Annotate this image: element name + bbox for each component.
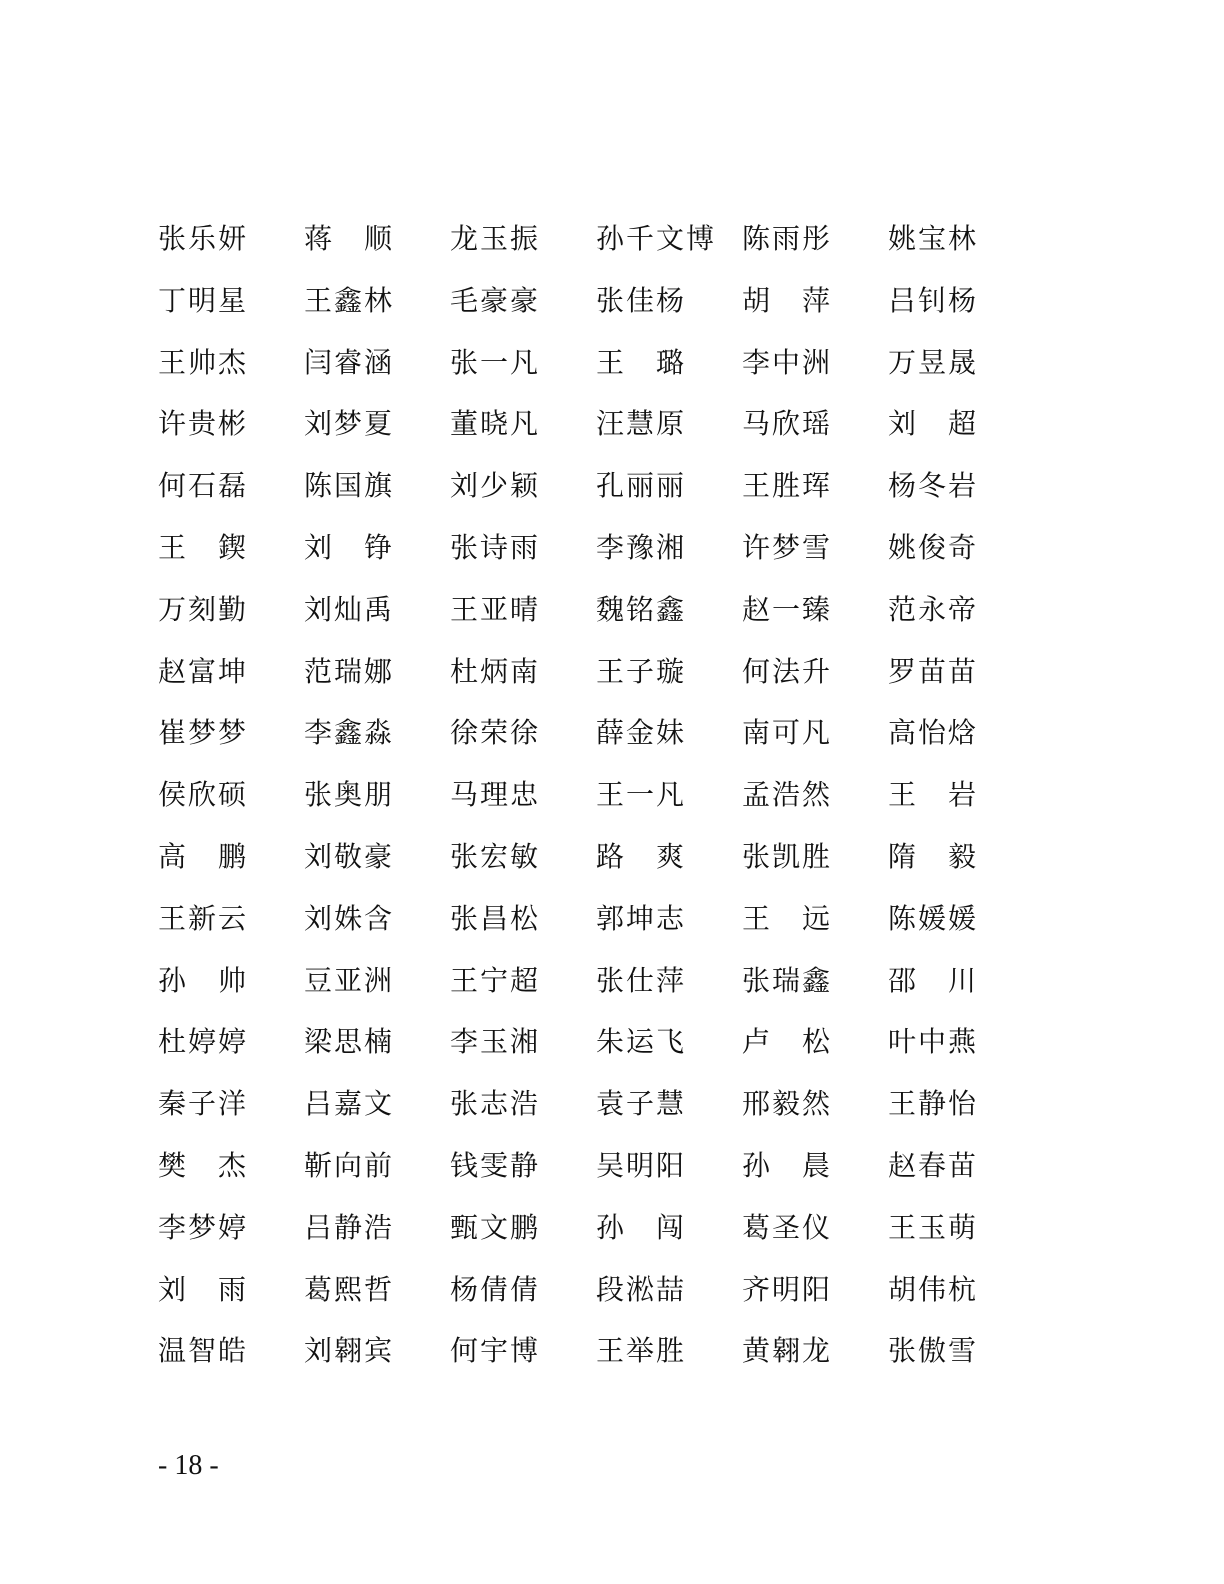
name-cell: 范瑞娜 xyxy=(304,654,395,688)
name-cell: 王玉萌 xyxy=(888,1210,979,1244)
name-cell: 赵春苗 xyxy=(888,1148,979,1182)
name-cell: 刘敬豪 xyxy=(304,839,395,873)
name-cell: 张一凡 xyxy=(450,345,541,379)
name-cell: 胡伟杭 xyxy=(888,1272,979,1306)
name-cell: 杨倩倩 xyxy=(450,1272,541,1306)
name-cell: 刘梦夏 xyxy=(304,407,395,441)
name-cell: 孙 闯 xyxy=(596,1210,687,1244)
name-cell: 张佳杨 xyxy=(596,283,687,317)
name-cell: 齐明阳 xyxy=(742,1272,833,1306)
name-cell: 王 鍥 xyxy=(158,530,249,564)
name-cell: 李梦婷 xyxy=(158,1210,249,1244)
name-cell: 杜婷婷 xyxy=(158,1025,249,1059)
name-cell: 温智皓 xyxy=(158,1334,249,1368)
name-cell: 崔梦梦 xyxy=(158,716,249,750)
name-cell: 王新云 xyxy=(158,901,249,935)
name-cell: 刘姝含 xyxy=(304,901,395,935)
name-cell: 段淞喆 xyxy=(596,1272,687,1306)
name-cell: 孙 帅 xyxy=(158,963,249,997)
name-cell: 吕静浩 xyxy=(304,1210,395,1244)
name-cell: 卢 松 xyxy=(742,1025,833,1059)
name-cell: 刘 铮 xyxy=(304,530,395,564)
name-cell: 姚俊奇 xyxy=(888,530,979,564)
name-cell: 何石磊 xyxy=(158,469,249,503)
name-cell: 赵一臻 xyxy=(742,592,833,626)
name-cell: 刘 超 xyxy=(888,407,979,441)
name-list xyxy=(158,208,1038,1382)
name-cell: 杜炳南 xyxy=(450,654,541,688)
name-cell: 邵 川 xyxy=(888,963,979,997)
name-cell: 王胜珲 xyxy=(742,469,833,503)
name-cell: 马理忠 xyxy=(450,778,541,812)
name-cell: 李豫湘 xyxy=(596,530,687,564)
name-cell: 侯欣硕 xyxy=(158,778,249,812)
name-cell: 陈雨彤 xyxy=(742,222,833,255)
name-cell: 郭坤志 xyxy=(596,901,687,935)
name-cell: 杨冬岩 xyxy=(888,469,979,503)
name-cell: 马欣瑶 xyxy=(742,407,833,441)
name-cell: 陈国旗 xyxy=(304,469,395,503)
name-cell: 黄翱龙 xyxy=(742,1334,833,1368)
name-cell: 张宏敏 xyxy=(450,839,541,873)
name-cell: 钱雯静 xyxy=(450,1148,541,1182)
name-cell: 姚宝林 xyxy=(888,222,979,255)
name-cell: 王子璇 xyxy=(596,654,687,688)
name-cell: 高 鹏 xyxy=(158,839,249,873)
name-cell: 王鑫林 xyxy=(304,283,395,317)
name-cell: 吴明阳 xyxy=(596,1148,687,1182)
name-cell: 袁子慧 xyxy=(596,1087,687,1121)
name-cell: 葛熙哲 xyxy=(304,1272,395,1306)
name-cell: 赵富坤 xyxy=(158,654,249,688)
name-cell: 叶中燕 xyxy=(888,1025,979,1059)
name-cell: 靳向前 xyxy=(304,1148,395,1182)
name-cell: 孔丽丽 xyxy=(596,469,687,503)
name-cell: 陈媛媛 xyxy=(888,901,979,935)
name-cell: 许贵彬 xyxy=(158,407,249,441)
name-cell: 豆亚洲 xyxy=(304,963,395,997)
name-cell: 薛金妹 xyxy=(596,716,687,750)
name-cell: 王举胜 xyxy=(596,1334,687,1368)
name-cell: 李玉湘 xyxy=(450,1025,541,1059)
name-cell: 张仕萍 xyxy=(596,963,687,997)
name-cell: 李中洲 xyxy=(742,345,833,379)
name-cell: 王 璐 xyxy=(596,345,687,379)
name-cell: 樊 杰 xyxy=(158,1148,249,1182)
name-cell: 刘 雨 xyxy=(158,1272,249,1306)
name-cell: 王静怡 xyxy=(888,1087,979,1121)
name-cell: 汪慧原 xyxy=(596,407,687,441)
name-cell: 何法升 xyxy=(742,654,833,688)
name-cell: 万昱晟 xyxy=(888,345,979,379)
name-cell: 梁思楠 xyxy=(304,1025,395,1059)
name-cell: 朱运飞 xyxy=(596,1025,687,1059)
name-cell: 孟浩然 xyxy=(742,778,833,812)
name-cell: 张昌松 xyxy=(450,901,541,935)
name-cell: 魏铭鑫 xyxy=(596,592,687,626)
name-cell: 刘灿禹 xyxy=(304,592,395,626)
name-cell: 毛豪豪 xyxy=(450,283,541,317)
name-cell: 范永帝 xyxy=(888,592,979,626)
name-cell: 刘翱宾 xyxy=(304,1334,395,1368)
name-cell: 王亚晴 xyxy=(450,592,541,626)
name-cell: 张奥朋 xyxy=(304,778,395,812)
page-number: - 18 - xyxy=(158,1450,219,1481)
name-cell: 许梦雪 xyxy=(742,530,833,564)
name-cell: 张瑞鑫 xyxy=(742,963,833,997)
name-cell: 路 爽 xyxy=(596,839,687,873)
name-cell: 王 岩 xyxy=(888,778,979,812)
name-cell: 丁明星 xyxy=(158,283,249,317)
name-cell: 龙玉振 xyxy=(450,222,541,255)
name-cell: 闫睿涵 xyxy=(304,345,395,379)
name-cell: 徐荣徐 xyxy=(450,716,541,750)
name-cell: 隋 毅 xyxy=(888,839,979,873)
name-cell: 王一凡 xyxy=(596,778,687,812)
name-cell: 邢毅然 xyxy=(742,1087,833,1121)
name-cell: 吕嘉文 xyxy=(304,1087,395,1121)
name-cell: 罗苗苗 xyxy=(888,654,979,688)
name-cell: 王帅杰 xyxy=(158,345,249,379)
name-cell: 秦子洋 xyxy=(158,1087,249,1121)
name-cell: 吕钊杨 xyxy=(888,283,979,317)
name-cell: 张凯胜 xyxy=(742,839,833,873)
name-cell: 董晓凡 xyxy=(450,407,541,441)
name-cell: 刘少颖 xyxy=(450,469,541,503)
name-cell: 葛圣仪 xyxy=(742,1210,833,1244)
name-cell: 蒋 顺 xyxy=(304,222,395,255)
name-cell: 张傲雪 xyxy=(888,1334,979,1368)
name-cell: 孙 晨 xyxy=(742,1148,833,1182)
name-cell: 高怡焓 xyxy=(888,716,979,750)
name-cell: 何宇博 xyxy=(450,1334,541,1368)
name-cell: 万刻勤 xyxy=(158,592,249,626)
name-cell: 甄文鹏 xyxy=(450,1210,541,1244)
name-cell: 王 远 xyxy=(742,901,833,935)
name-cell: 王宁超 xyxy=(450,963,541,997)
name-cell: 李鑫淼 xyxy=(304,716,395,750)
name-cell: 张志浩 xyxy=(450,1087,541,1121)
name-cell: 孙千文博 xyxy=(596,222,717,255)
name-cell: 张乐妍 xyxy=(158,222,249,255)
name-cell: 胡 萍 xyxy=(742,283,833,317)
name-cell: 南可凡 xyxy=(742,716,833,750)
name-cell: 张诗雨 xyxy=(450,530,541,564)
